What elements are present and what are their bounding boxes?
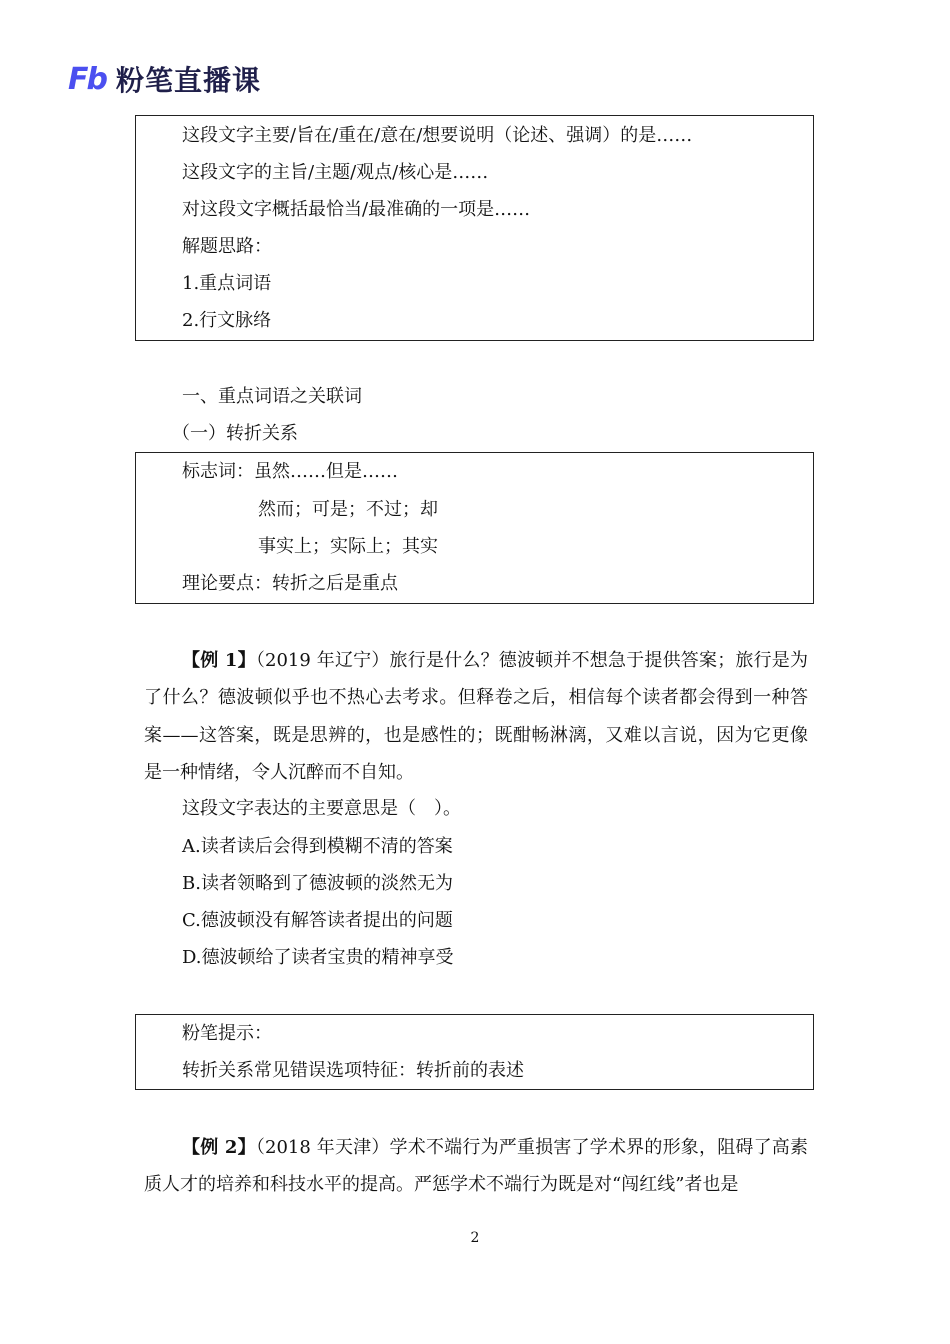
box2-line-1: 标志词：虽然……但是…… <box>182 461 398 482</box>
section-heading: 一、重点词语之关联词 <box>182 386 362 407</box>
option-b: B.读者领略到了德波顿的淡然无为 <box>182 873 453 894</box>
logo-mark: Fb <box>68 61 106 97</box>
box1-line-2: 这段文字的主旨/主题/观点/核心是…… <box>182 162 489 183</box>
example-2-label: 【例 2】 <box>182 1137 256 1158</box>
box1-line-1: 这段文字主要/旨在/重在/意在/想要说明（论述、强调）的是…… <box>182 125 693 146</box>
box1-line-6: 2.行文脉络 <box>182 310 272 331</box>
question-types-box <box>135 115 814 341</box>
section-subheading: （一）转折关系 <box>172 423 298 444</box>
example-1-label: 【例 1】 <box>182 650 256 671</box>
box1-line-4: 解题思路： <box>182 236 272 257</box>
example-1-text: （2019 年辽宁）旅行是什么？德波顿并不想急于提供答案；旅行是为了什么？德波顿似乎也不热心去考求。但释卷之后，相信每个读者都会得到一种答案——这答案，既是思辨的，也是感性的；既酣畅淋漓，又难以言说，因为它更像是一种情绪，令人沉醉而不自知。 <box>144 650 809 783</box>
example-2-paragraph <box>144 1129 808 1204</box>
box1-line-5: 1.重点词语 <box>182 273 272 294</box>
example-2-text: （2018 年天津）学术不端行为严重损害了学术界的形象，阻碍了高素质人才的培养和科技水平的提高。严惩学术不端行为既是对“闯红线”者也是 <box>144 1137 809 1196</box>
logo-text: 粉笔直播课 <box>115 64 261 97</box>
box2-line-2: 然而；可是；不过；却 <box>258 499 438 520</box>
page-number: 2 <box>470 1230 480 1246</box>
option-a: A.读者读后会得到模糊不清的答案 <box>182 836 453 857</box>
box1-line-3: 对这段文字概括最恰当/最准确的一项是…… <box>182 199 531 220</box>
example-1-paragraph <box>144 642 808 791</box>
option-d: D.德波顿给了读者宝贵的精神享受 <box>182 947 454 968</box>
box2-line-4: 理论要点：转折之后是重点 <box>182 573 398 594</box>
box3-line-1: 粉笔提示： <box>182 1023 272 1044</box>
box2-line-3: 事实上；实际上；其实 <box>258 536 438 557</box>
box3-line-2: 转折关系常见错误选项特征：转折前的表述 <box>182 1060 524 1081</box>
brand-logo <box>68 62 261 96</box>
option-c: C.德波顿没有解答读者提出的问题 <box>182 910 453 931</box>
example-1-question: 这段文字表达的主要意思是（ ）。 <box>182 798 461 819</box>
